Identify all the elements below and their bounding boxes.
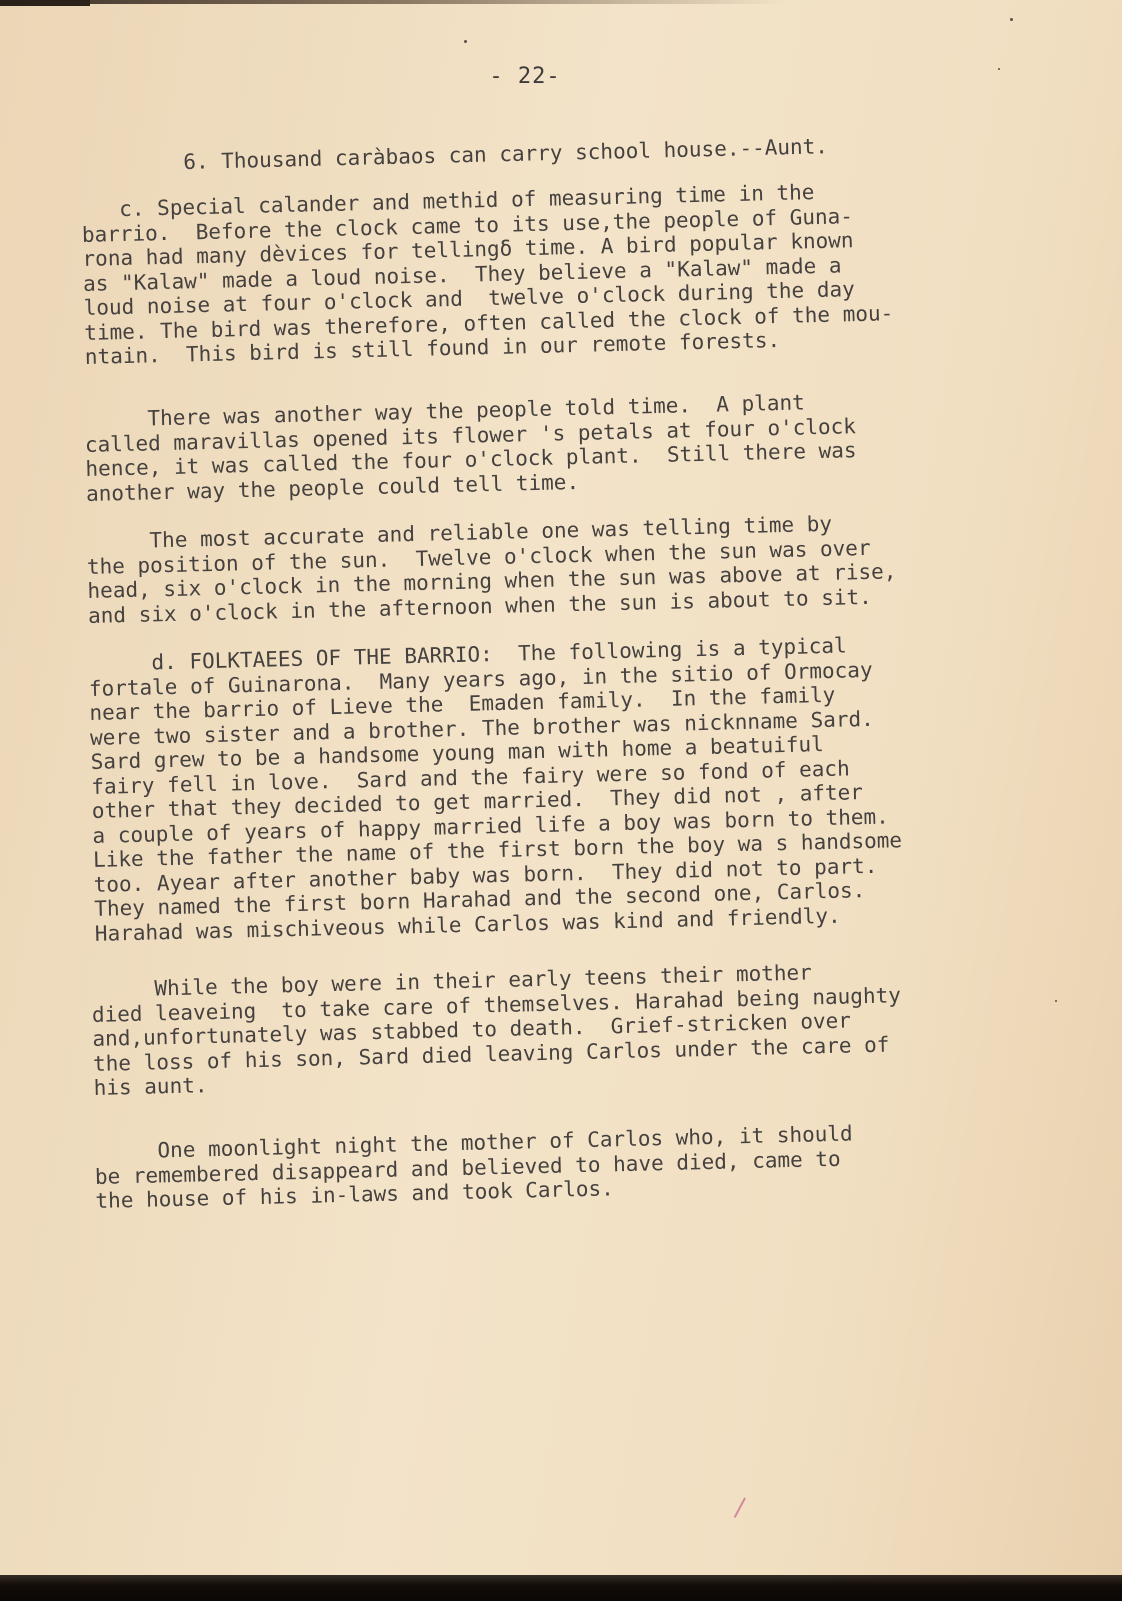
pen-mark [734,1498,758,1525]
paragraph-calendar: c. Special calander and methid of measuring time in the barrio. Before the clock came to its use,the people of Guna- rona had many dèvices for tellingẟ time. A bird popular known as "Kalaw" made a loud noise. They believe a "Kalaw" made a loud noise at four o'clock and twelve o'clock during the day time. The bird was therefore, often called the clock of the mou- ntain. This bird is still found in our remote forests. [81,180,894,369]
paper-speck [998,68,1000,70]
page-number: - 22- [489,64,561,89]
paper-speck [464,40,467,43]
scan-edge-mark [0,0,90,6]
proverb-item-6: 6. Thousand caràbaos can carry school house.--Aunt. [183,134,829,174]
paragraph-teens: While the boy were in their early teens their mother died leaveing to take care of themselves. Harahad being naughty and,unfortunately was stabbed to death. Grief-stricken over the loss of his son, Sard died leaving Carlos under the care of his aunt. [91,960,902,1100]
paragraph-moonlight: One moonlight night the mother of Carlos who, it should be remembered disappeard and believed to have died, came to the house of his in-laws and took Carlos. [94,1121,853,1213]
paper-speck [1055,1000,1057,1002]
paragraph-sun-time: The most accurate and reliable one was telling time by the position of the sun. Twelve o'clock when the sun was over head, six o'clock in the morning when the sun was above at rise, and six o'clock in the afternoon when the sun is about to sit. [86,511,897,628]
scan-bottom-edge [0,1575,1122,1601]
paragraph-plant-time: There was another way the people told time. A plant called maravillas opened its flower 's petals at four o'clock hence, it was called the four o'clock plant. Still there was another way the people could tell time. [84,390,857,506]
paper-speck [1010,18,1013,21]
paragraph-folktales: d. FOLKTAEES OF THE BARRIO: The following is a typical fortale of Guinarona. Many years ago, in the sitio of Ormocay near the barrio of Lieve the Emaden family. In the family were two sister and a brother. The brother was nicknname Sard. Sard grew to be a handsome young man with home a beatuiful fairy fell in love. Sard and the fairy were so fond of each other that they decided to get married. They did not , after a couple of years of happy married life a boy was born to them. Like the father the name of the first born the boy wa s handsome too. Ayear after another baby was born. They did not to part. They named the first born Harahad and the second one, Carlos. Harahad was mischiveous while Carlos was kind and friendly. [88,633,903,946]
scan-top-edge [0,0,1122,4]
